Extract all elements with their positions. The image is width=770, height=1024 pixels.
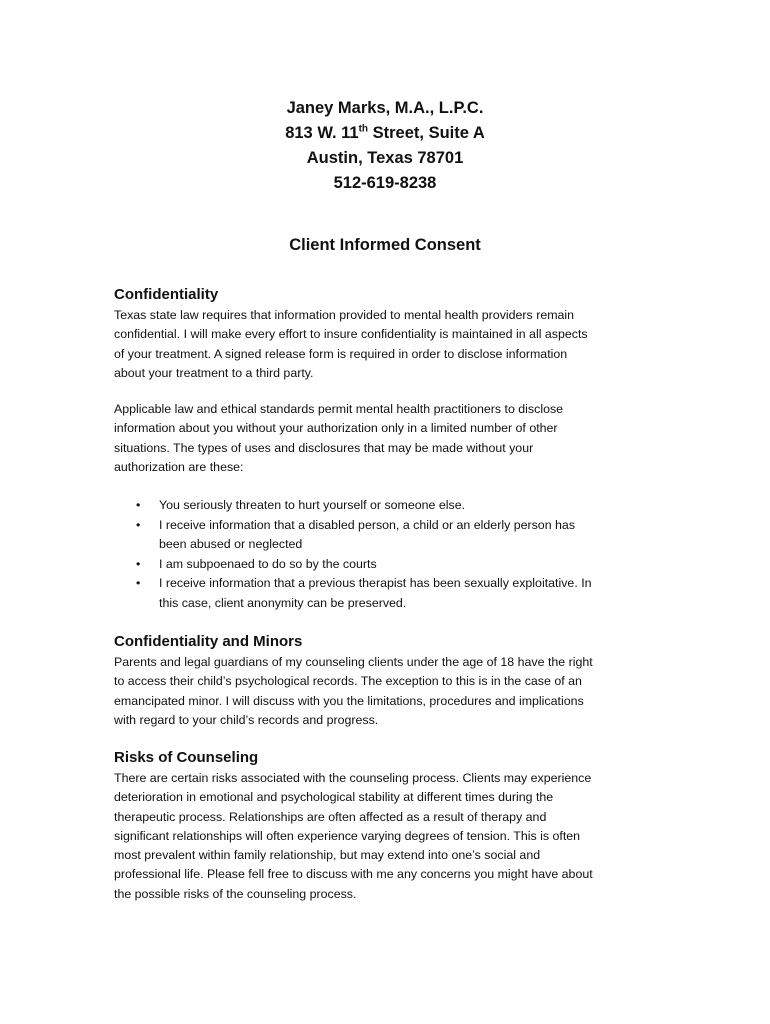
list-item: • I receive information that a previous therapist has been sexually exploitative. In this case, client anonymity can be preserved. bbox=[136, 576, 592, 610]
minors-paragraph: Parents and legal guardians of my counseling clients under the age of 18 have the right to access their child’s psychological records. The exception to this is in the case of an emancipated minor. I will discuss with you the limitations, procedures and implications with regard to your child’s records and progress. bbox=[114, 655, 593, 727]
disclosure-exceptions-list bbox=[114, 496, 674, 613]
confidentiality-paragraph-2: Applicable law and ethical standards permit mental health practitioners to disclose information about you without your authorization only in a limited number of other situations. The types of uses and disclosures that may be made without your authorization are these: bbox=[114, 402, 564, 474]
practitioner-name: Janey Marks, M.A., L.P.C. bbox=[286, 99, 484, 117]
phone-number: 512-619-8238 bbox=[333, 174, 437, 192]
document-title: Client Informed Consent bbox=[289, 236, 481, 254]
list-item: • You seriously threaten to hurt yourself or someone else. bbox=[114, 496, 674, 516]
minors-heading: Confidentiality and Minors bbox=[114, 633, 303, 650]
risks-paragraph: There are certain risks associated with the counseling process. Clients may experience deterioration in emotional and psychological stability at different times during the therapeutic process. Relationships are often affected as a result of therapy and significant relationships will often experience varying degrees of tension. This is often most prevalent within family relationship, but may extend into one’s social and professional life. Please fell free to discuss with me any concerns you might have about the possible risks of the counseling process. bbox=[114, 771, 593, 901]
city-state-zip: Austin, Texas 78701 bbox=[306, 149, 464, 167]
risks-heading: Risks of Counseling bbox=[114, 749, 259, 766]
bullet-icon: • bbox=[136, 517, 141, 532]
list-item: • I receive information that a disabled person, a child or an elderly person has been abused or neglected bbox=[136, 517, 576, 551]
bullet-icon: • bbox=[136, 498, 141, 512]
street-address: 813 W. 11th Street, Suite A bbox=[285, 123, 485, 142]
letterhead bbox=[0, 96, 770, 196]
confidentiality-paragraph-1: Texas state law requires that information provided to mental health providers remain confidential. I will make every effort to insure confidentiality is maintained in all aspects of your treatment. A signed release form is required in order to disclose information about your treatment to a third party. bbox=[114, 308, 588, 380]
bullet-icon: • bbox=[136, 556, 141, 571]
confidentiality-heading: Confidentiality bbox=[114, 286, 219, 303]
list-item: • I am subpoenaed to do so by the courts bbox=[114, 555, 674, 575]
bullet-icon: • bbox=[136, 576, 141, 590]
